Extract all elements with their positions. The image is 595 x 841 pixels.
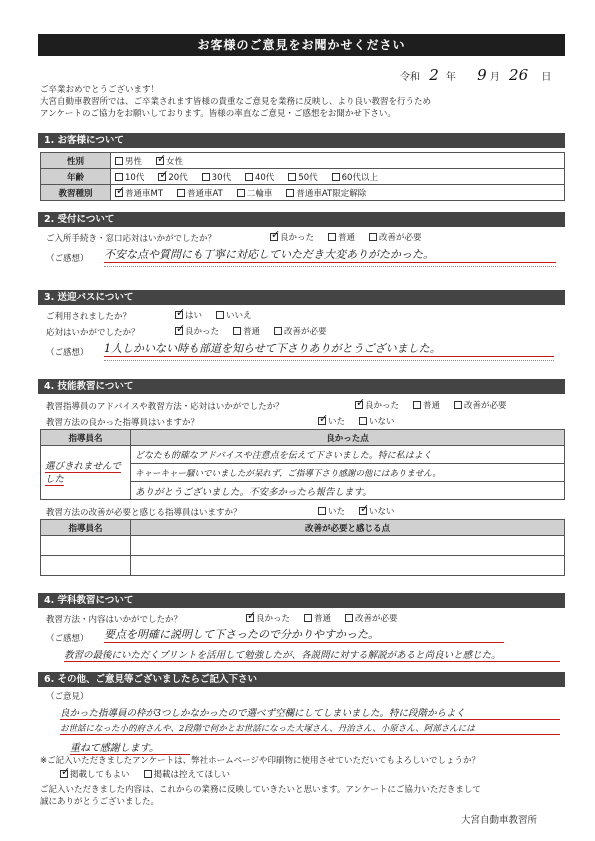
reception-comment-label: （ご感想） [46, 254, 89, 264]
checkbox[interactable] [288, 173, 296, 181]
checkbox[interactable] [328, 233, 336, 241]
option-2 [345, 612, 398, 624]
age-options [111, 169, 565, 185]
section-header-bus: 3. 送迎バスについて [38, 290, 565, 305]
driving-question: 教習指導員のアドバイスや教習方法・応対はいかがでしたか？ [46, 402, 284, 412]
option-label: 良かった [256, 614, 291, 624]
course-type-options [111, 185, 565, 201]
option-4 [288, 171, 317, 183]
driving-options [355, 399, 521, 411]
option-0 [270, 231, 314, 243]
checked-checkbox[interactable] [246, 614, 254, 622]
option-label: いた [328, 507, 346, 517]
option-2 [237, 187, 273, 199]
checkbox[interactable] [369, 233, 377, 241]
checkbox[interactable] [318, 507, 326, 515]
option-1 [359, 505, 395, 517]
option-0 [318, 505, 345, 517]
footer-line: 誠にありがとうございました。 [40, 797, 160, 807]
option-label: 改善が必要 [355, 614, 398, 624]
form-title: お客様のご意見をお聞かせください [38, 34, 565, 56]
option-3 [245, 171, 274, 183]
comment-label: ご感想 [54, 254, 81, 264]
classroom-options [246, 612, 412, 624]
good-point-line: どなたも的確なアドバイスや注意点を伝えて下さいました。特に私はよく [131, 446, 565, 464]
option-3 [286, 187, 366, 199]
option-label: 10代 [125, 172, 145, 183]
checkbox[interactable] [413, 401, 421, 409]
reception-line [104, 266, 556, 267]
option-label: いいえ [226, 311, 252, 321]
good-instructor-question: 教習方法の良かった指導員はいますか？ [46, 418, 200, 428]
checkbox[interactable] [216, 311, 224, 319]
bus-comment: 1人しかいない時も部道を知らせて下さりありがとうございました。 [104, 340, 554, 357]
option-label: 普通 [338, 233, 356, 243]
option-label: 男性 [125, 156, 143, 167]
bus-service-options [175, 325, 341, 337]
option-label: 掲載してもよい [70, 770, 130, 780]
classroom-comment-1: 要点を明確に説明して下さったので分かりやすかった。 [104, 626, 504, 643]
option-2 [454, 399, 507, 411]
option-1 [158, 171, 187, 183]
option-label: 普通車AT [187, 188, 223, 199]
option-1 [359, 415, 395, 427]
option-label: 60代以上 [341, 172, 378, 183]
option-label: 40代 [254, 172, 275, 183]
reception-question: ご入所手続き・窓口応対はいかがでしたか？ [46, 234, 217, 244]
good-instructor-table [40, 429, 565, 500]
option-0 [175, 325, 219, 337]
option-1 [233, 325, 260, 337]
course-type-label: 教習種別 [41, 185, 111, 201]
option-label: 二輪車 [246, 188, 273, 199]
date-day: 26 [509, 66, 529, 84]
checked-checkbox[interactable] [175, 311, 183, 319]
section-header-other: 6. その他、ご意見等ございましたらご記入下さい [38, 672, 565, 687]
option-2 [274, 325, 327, 337]
improve-instructor-options [318, 505, 409, 517]
checkbox[interactable] [286, 189, 294, 197]
checked-checkbox[interactable] [355, 401, 363, 409]
checked-checkbox[interactable] [270, 233, 278, 241]
other-comment-2: お世話になった小的府さんや、2段階で何かとお世話になった大塚さん、丹治さん、小原さん、阿部さんには [60, 722, 560, 735]
checkbox[interactable] [233, 327, 241, 335]
checkbox[interactable] [274, 327, 282, 335]
checkbox[interactable] [454, 401, 462, 409]
option-label: 普通車MT [125, 188, 164, 199]
option-label: いた [328, 417, 346, 427]
option-label: はい [185, 311, 203, 321]
date-era: 令和 [400, 72, 420, 83]
instructor-name-header: 指導員名 [41, 430, 131, 446]
intro-line: ご卒業おめでとうございます！ [40, 85, 160, 95]
bus-line [104, 360, 554, 361]
checkbox[interactable] [115, 157, 123, 165]
checked-checkbox[interactable] [115, 189, 123, 197]
checkbox[interactable] [144, 770, 152, 778]
bus-comment-label: （ご感想） [46, 348, 89, 358]
option-0 [175, 309, 202, 321]
checked-checkbox[interactable] [318, 417, 326, 425]
good-instructor-options [318, 415, 409, 427]
checked-checkbox[interactable] [156, 157, 164, 165]
option-label: 改善が必要 [379, 233, 422, 243]
other-comment-1: 良かった指導員の枠が3つしかなかったので選べず空欄にしてしまいました。特に段階からよく [60, 705, 560, 720]
checkbox[interactable] [115, 173, 123, 181]
option-label: いない [369, 507, 395, 517]
option-1 [177, 187, 223, 199]
option-1 [144, 768, 231, 780]
bus-use-question: ご利用されましたか？ [46, 312, 132, 322]
gender-options [111, 153, 565, 169]
comment-label: ご感想 [54, 348, 81, 358]
option-1 [156, 155, 183, 167]
option-0 [60, 768, 130, 780]
option-label: 20代 [168, 172, 188, 183]
improve-point-cell [131, 536, 565, 556]
improve-point-header: 改善が必要と感じる点 [131, 520, 565, 536]
option-0 [318, 415, 345, 427]
date-year-unit: 年 [445, 72, 456, 83]
option-1 [328, 231, 355, 243]
age-label: 年齢 [41, 169, 111, 185]
option-label: 普通 [243, 327, 261, 337]
option-label: 改善が必要 [464, 401, 507, 411]
option-1 [216, 309, 252, 321]
improve-instructor-table [40, 519, 565, 576]
instructor-name [41, 446, 131, 500]
option-2 [202, 171, 231, 183]
option-1 [413, 399, 440, 411]
improve-name-cell [41, 556, 131, 576]
reception-options [270, 231, 436, 243]
reception-comment: 不安な点や質問にも丁寧に対応していただき大変ありがたかった。 [104, 246, 556, 263]
section-header-reception: 2. 受付について [38, 212, 565, 227]
other-comment-3: 重ねて感謝します。 [70, 739, 190, 755]
option-0 [115, 187, 163, 199]
checked-checkbox[interactable] [359, 507, 367, 515]
option-label: 掲載は控えてほしい [153, 770, 231, 780]
option-label: 女性 [166, 156, 184, 167]
classroom-question: 教習方法・内容はいかがでしたか？ [46, 615, 183, 625]
option-label: 普通 [423, 401, 441, 411]
checked-checkbox[interactable] [175, 327, 183, 335]
checked-checkbox[interactable] [60, 770, 68, 778]
consent-options [60, 768, 244, 780]
customer-table [40, 152, 565, 201]
option-label: 良かった [365, 401, 400, 411]
section-header-classroom: 4. 学科教習について [38, 593, 565, 608]
option-0 [355, 399, 399, 411]
section-header-customer: 1. お客様について [38, 133, 565, 148]
option-label: 良かった [280, 233, 315, 243]
improve-name-cell [41, 536, 131, 556]
checkbox[interactable] [237, 189, 245, 197]
option-label: 普通車AT限定解除 [296, 188, 367, 199]
checkbox[interactable] [245, 173, 253, 181]
good-point-line: ありがとうございました。不安多かったら報告します。 [131, 482, 565, 500]
option-label: 50代 [298, 172, 318, 183]
option-label: 改善が必要 [284, 327, 327, 337]
good-point-header: 良かった点 [131, 430, 565, 446]
instructor-name-text: 選びきれませんでした [45, 460, 122, 485]
option-2 [369, 231, 422, 243]
date-month-unit: 月 [489, 72, 500, 83]
checkbox[interactable] [202, 173, 210, 181]
option-0 [115, 155, 142, 167]
date-month: 9 [477, 66, 487, 84]
option-label: 良かった [185, 327, 220, 337]
option-1 [304, 612, 331, 624]
comment-label: ご意見 [54, 692, 81, 702]
school-name: 大宮自動車教習所 [461, 815, 538, 826]
option-5 [332, 171, 378, 183]
improve-name-header: 指導員名 [41, 520, 131, 536]
option-label: 30代 [211, 172, 231, 183]
improve-instructor-question: 教習方法の改善が必要と感じる指導員はいますか？ [46, 508, 242, 518]
option-label: いない [369, 417, 395, 427]
footer-text [40, 784, 560, 808]
date-day-unit: 日 [541, 72, 552, 83]
checkbox[interactable] [304, 614, 312, 622]
checked-checkbox[interactable] [158, 173, 166, 181]
option-0 [246, 612, 290, 624]
bus-use-options [175, 309, 266, 321]
intro-line: 大宮自動車教習所では、ご卒業されます皆様の貴重なご意見を業務に反映し、より良い教習を行うため [40, 97, 432, 107]
option-label: 普通 [314, 614, 332, 624]
date-line [400, 66, 551, 84]
option-0 [115, 171, 144, 183]
classroom-comment-label: （ご感想） [46, 634, 89, 644]
checkbox[interactable] [332, 173, 340, 181]
intro-text [40, 84, 560, 120]
bus-service-question: 応対はいかがでしたか？ [46, 328, 140, 338]
comment-label: ご感想 [54, 634, 81, 644]
checkbox[interactable] [345, 614, 353, 622]
date-year: 2 [429, 66, 439, 84]
consent-question: ※ご記入いただきましたアンケートは、弊社ホームページや印刷物に使用させていただいてもよろしいでしょうか？ [40, 756, 480, 766]
checkbox[interactable] [177, 189, 185, 197]
classroom-comment-2: 教習の最後にいただくプリントを活用して勉強したが、各説問に対する解説があると尚良いと感じた。 [64, 647, 560, 662]
good-point-line: キャーキャー騒いでいましたが呆れず、ご指導下さり感謝の他にはありません。 [131, 464, 565, 482]
gender-label: 性別 [41, 153, 111, 169]
intro-line: アンケートのご協力をお願いしております。皆様の率直なご意見・ご感想をお聞かせ下さい。 [40, 109, 396, 119]
section-header-driving: 4. 技能教習について [38, 379, 565, 394]
improve-point-cell [131, 556, 565, 576]
checkbox[interactable] [359, 417, 367, 425]
other-comment-label: （ご意見） [46, 692, 89, 702]
footer-line: ご記入いただきました内容は、これからの業務に反映していきたいと思います。アンケートにご協力いただきまして [40, 785, 481, 795]
